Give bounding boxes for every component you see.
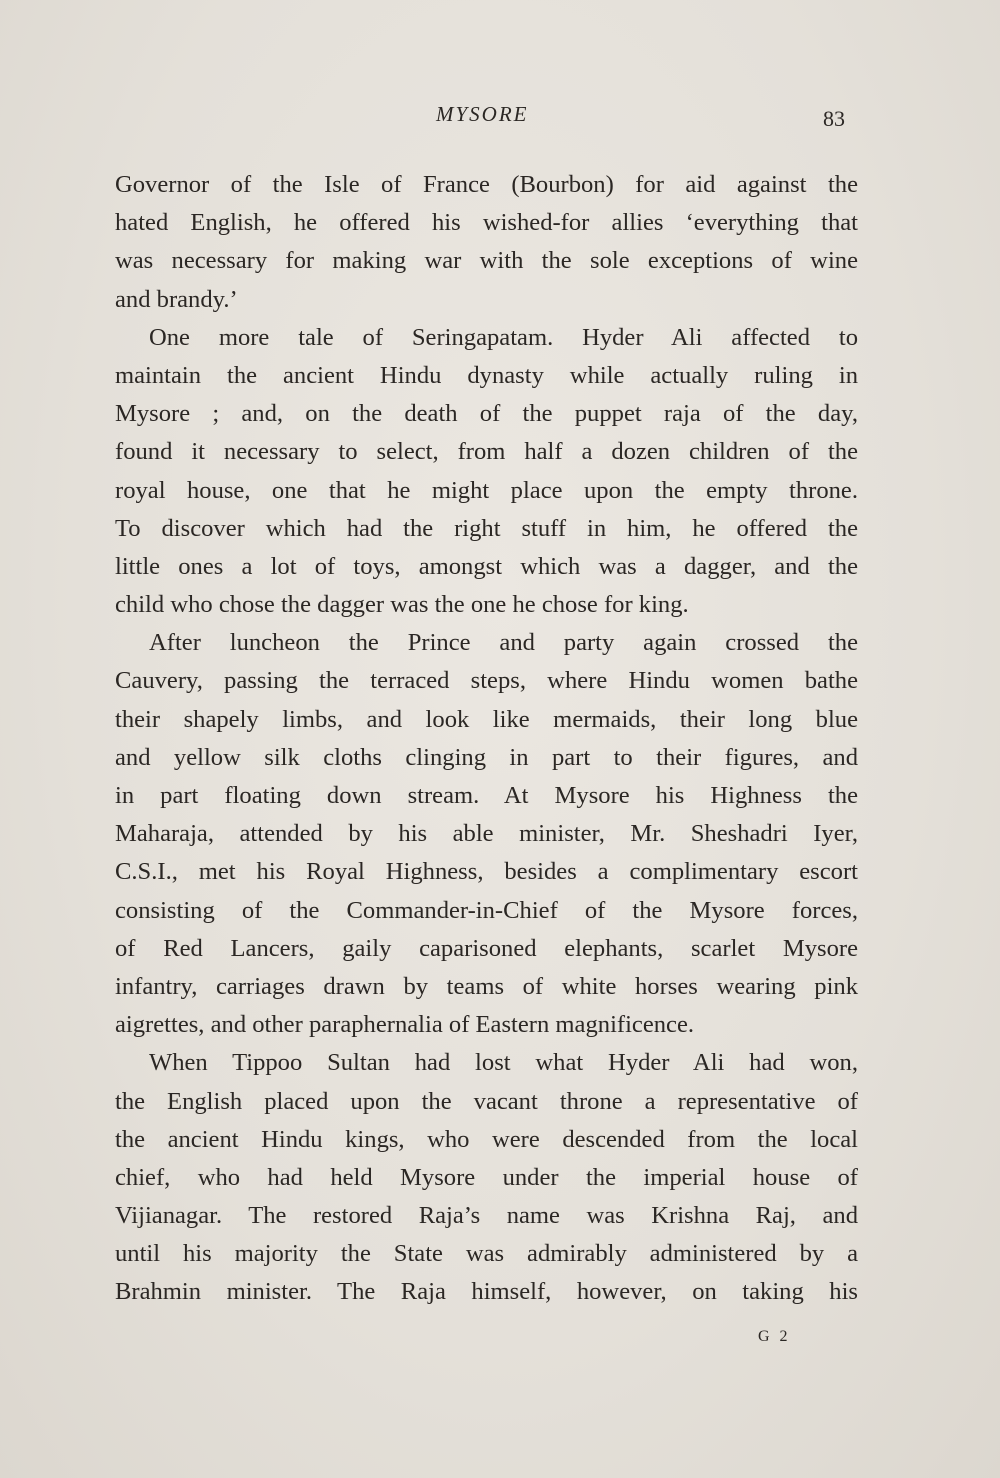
text-line: Maharaja, attended by his able minister, Mr. Sheshadri Iyer, xyxy=(115,820,858,848)
text-line: consisting of the Commander-in-Chief of the Mysore forces, xyxy=(115,896,858,924)
text-line: until his majority the State was admirably administered by a xyxy=(115,1240,858,1268)
running-title: MYSORE xyxy=(436,102,529,126)
page-number: 83 xyxy=(823,106,845,131)
text-line: and yellow silk cloths clinging in part to their figures, and xyxy=(115,743,858,771)
text-line: Governor of the Isle of France (Bourbon) for aid against the xyxy=(115,171,858,198)
text-line: Brahmin minister. The Raja himself, however, on taking his xyxy=(115,1278,858,1306)
text-line: chief, who had held Mysore under the imperial house of xyxy=(115,1163,858,1191)
text-line: of Red Lancers, gaily caparisoned elephants, scarlet Mysore xyxy=(115,934,858,962)
body-text xyxy=(115,166,858,1312)
text-line: Cauvery, passing the terraced steps, where Hindu women bathe xyxy=(115,667,858,695)
text-line: hated English, he offered his wished-for allies ‘everything that xyxy=(115,209,858,237)
text-line: maintain the ancient Hindu dynasty while actually ruling in xyxy=(115,361,858,389)
text-line: Vijianagar. The restored Raja’s name was Krishna Raj, and xyxy=(115,1202,858,1230)
signature-mark: G 2 xyxy=(758,1328,791,1345)
text-line: royal house, one that he might place upon the empty throne. xyxy=(115,476,858,504)
text-line: One more tale of Seringapatam. Hyder Ali affected to xyxy=(149,323,858,351)
text-line: found it necessary to select, from half a dozen children of the xyxy=(115,438,858,466)
text-line: in part floating down stream. At Mysore his Highness the xyxy=(115,782,858,809)
text-line: Mysore ; and, on the death of the puppet raja of the day, xyxy=(115,400,858,428)
text-line: To discover which had the right stuff in him, he offered the xyxy=(115,514,858,542)
text-line: was necessary for making war with the sole exceptions of wine xyxy=(115,247,858,275)
text-line: aigrettes, and other paraphernalia of Eastern magnificence. xyxy=(115,1011,695,1039)
text-line: their shapely limbs, and look like mermaids, their long blue xyxy=(115,705,858,733)
text-line: infantry, carriages drawn by teams of white horses wearing pink xyxy=(115,972,858,1000)
text-line: and brandy.’ xyxy=(115,285,238,313)
text-line: After luncheon the Prince and party again crossed the xyxy=(149,629,858,657)
text-line: little ones a lot of toys, amongst which was a dagger, and the xyxy=(115,552,858,580)
text-line: the English placed upon the vacant throne a representative of xyxy=(115,1087,858,1115)
text-line: child who chose the dagger was the one he chose for king. xyxy=(115,591,689,619)
text-line: C.S.I., met his Royal Highness, besides a complimentary escort xyxy=(115,858,858,886)
text-line: When Tippoo Sultan had lost what Hyder Ali had won, xyxy=(149,1049,858,1077)
running-head xyxy=(0,100,1000,130)
text-line: the ancient Hindu kings, who were descended from the local xyxy=(115,1125,858,1153)
